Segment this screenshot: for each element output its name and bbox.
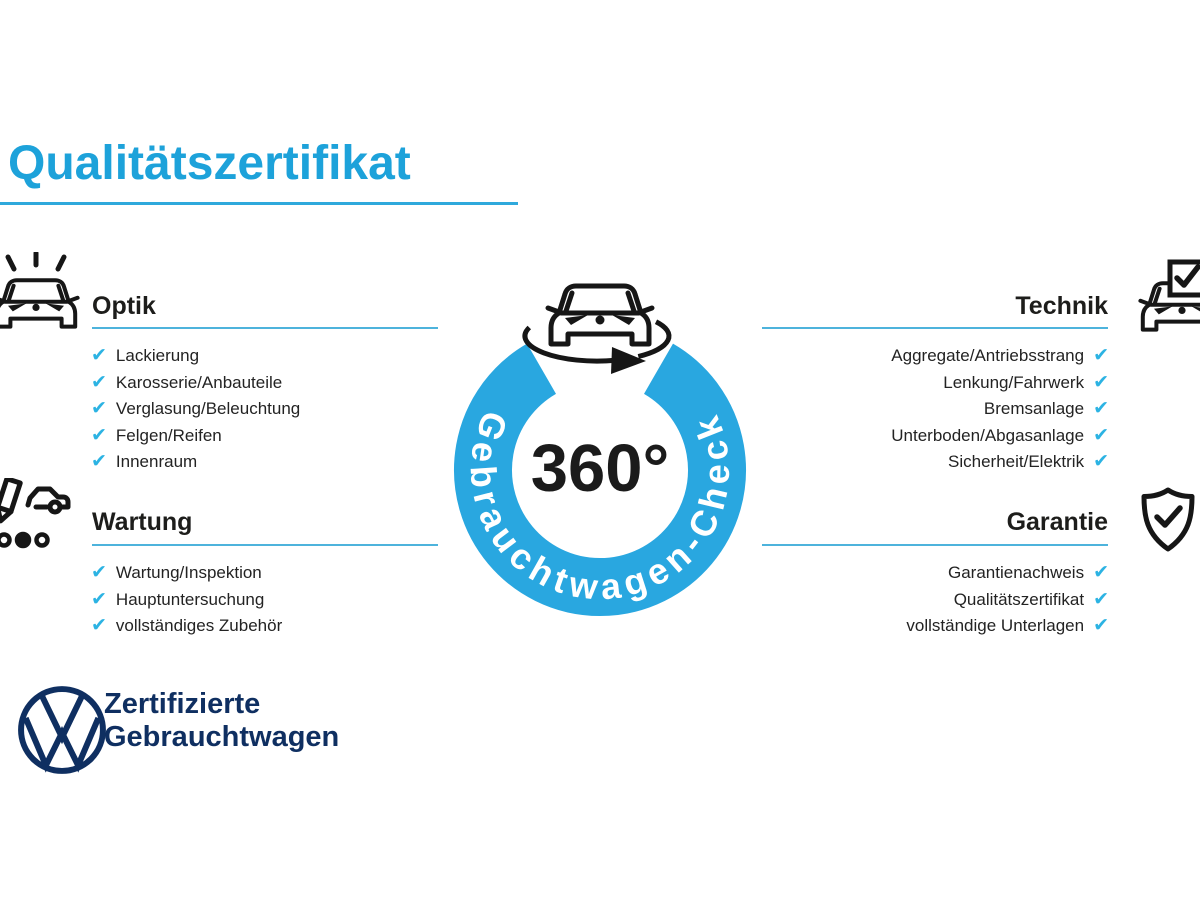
list-item-label: Lackierung (115, 346, 200, 365)
vw-logo-icon (16, 684, 108, 776)
check-icon: ✔ (1093, 424, 1109, 446)
check-icon: ✔ (1093, 371, 1109, 393)
list-item (762, 449, 1109, 476)
brand-line-1: Zertifizierte (104, 688, 261, 720)
check-icon: ✔ (1093, 562, 1109, 583)
check-icon: ✔ (91, 588, 107, 610)
brand-line-2: Gebrauchtwagen (104, 721, 340, 753)
list-item-label: Unterboden/Abgasanlage (891, 425, 1085, 445)
list-item (762, 613, 1109, 640)
check-icon: ✔ (1093, 398, 1109, 420)
list-item-label: Aggregate/Antriebsstrang (891, 346, 1085, 365)
list-item (91, 343, 300, 370)
check-icon: ✔ (91, 371, 107, 393)
list-item-label: Verglasung/Beleuchtung (115, 399, 301, 419)
badge-degree-label: 360° (530, 431, 670, 506)
check-icon: ✔ (1093, 615, 1109, 637)
technik-checklist (762, 343, 1109, 476)
optik-checklist (91, 343, 300, 476)
list-item-label: Hauptuntersuchung (115, 589, 265, 609)
list-item (91, 370, 300, 397)
list-item-label: vollständige Unterlagen (906, 616, 1085, 636)
garantie-checklist (762, 560, 1109, 640)
shield-check-icon (1138, 486, 1198, 558)
list-item-label: Garantienachweis (948, 563, 1085, 582)
section-title-garantie: Garantie (1006, 508, 1108, 536)
list-item-label: Sicherheit/Elektrik (948, 452, 1085, 472)
list-item-label: Karosserie/Anbauteile (115, 372, 283, 392)
technik-divider (762, 327, 1108, 329)
list-item-label: Innenraum (115, 452, 198, 472)
badge-360-check (430, 252, 770, 627)
list-item-label: Wartung/Inspektion (115, 563, 262, 582)
car-360-icon (548, 286, 652, 344)
section-title-wartung: Wartung (92, 508, 193, 536)
list-item (762, 587, 1109, 614)
list-item-label: Qualitätszertifikat (953, 589, 1085, 609)
list-item (91, 396, 300, 423)
list-item (91, 587, 282, 614)
check-icon: ✔ (91, 424, 107, 446)
optik-divider (92, 327, 438, 329)
list-item-label: Felgen/Reifen (115, 425, 222, 445)
check-icon: ✔ (91, 562, 107, 583)
car-shine-icon (0, 252, 94, 342)
check-icon: ✔ (91, 451, 107, 473)
check-icon: ✔ (91, 398, 107, 420)
list-item (91, 423, 300, 450)
ring-label-text: Gebrauchtwagen-Check (462, 405, 738, 608)
check-icon: ✔ (91, 615, 107, 637)
list-item-label: Lenkung/Fahrwerk (943, 372, 1085, 392)
check-icon: ✔ (91, 345, 107, 366)
section-title-optik: Optik (92, 292, 156, 320)
list-item (762, 343, 1109, 370)
rotation-arrowhead (611, 347, 646, 374)
wartung-checklist (91, 560, 282, 640)
check-icon: ✔ (1093, 345, 1109, 366)
wartung-divider (92, 544, 438, 546)
list-item (762, 423, 1109, 450)
check-icon: ✔ (1093, 451, 1109, 473)
list-item (91, 560, 282, 587)
list-item (91, 449, 300, 476)
garantie-divider (762, 544, 1108, 546)
list-item (762, 370, 1109, 397)
pencil-car-icon (0, 478, 78, 570)
check-icon: ✔ (1093, 588, 1109, 610)
car-checkbox-icon (1132, 258, 1200, 350)
list-item (762, 560, 1109, 587)
title-divider (0, 202, 518, 205)
brand-wordmark (104, 688, 339, 754)
list-item (762, 396, 1109, 423)
list-item-label: vollständiges Zubehör (115, 616, 283, 636)
page-title: Qualitätszertifikat (8, 137, 411, 190)
list-item-label: Bremsanlage (983, 399, 1085, 419)
list-item (91, 613, 282, 640)
section-title-technik: Technik (1015, 292, 1108, 320)
